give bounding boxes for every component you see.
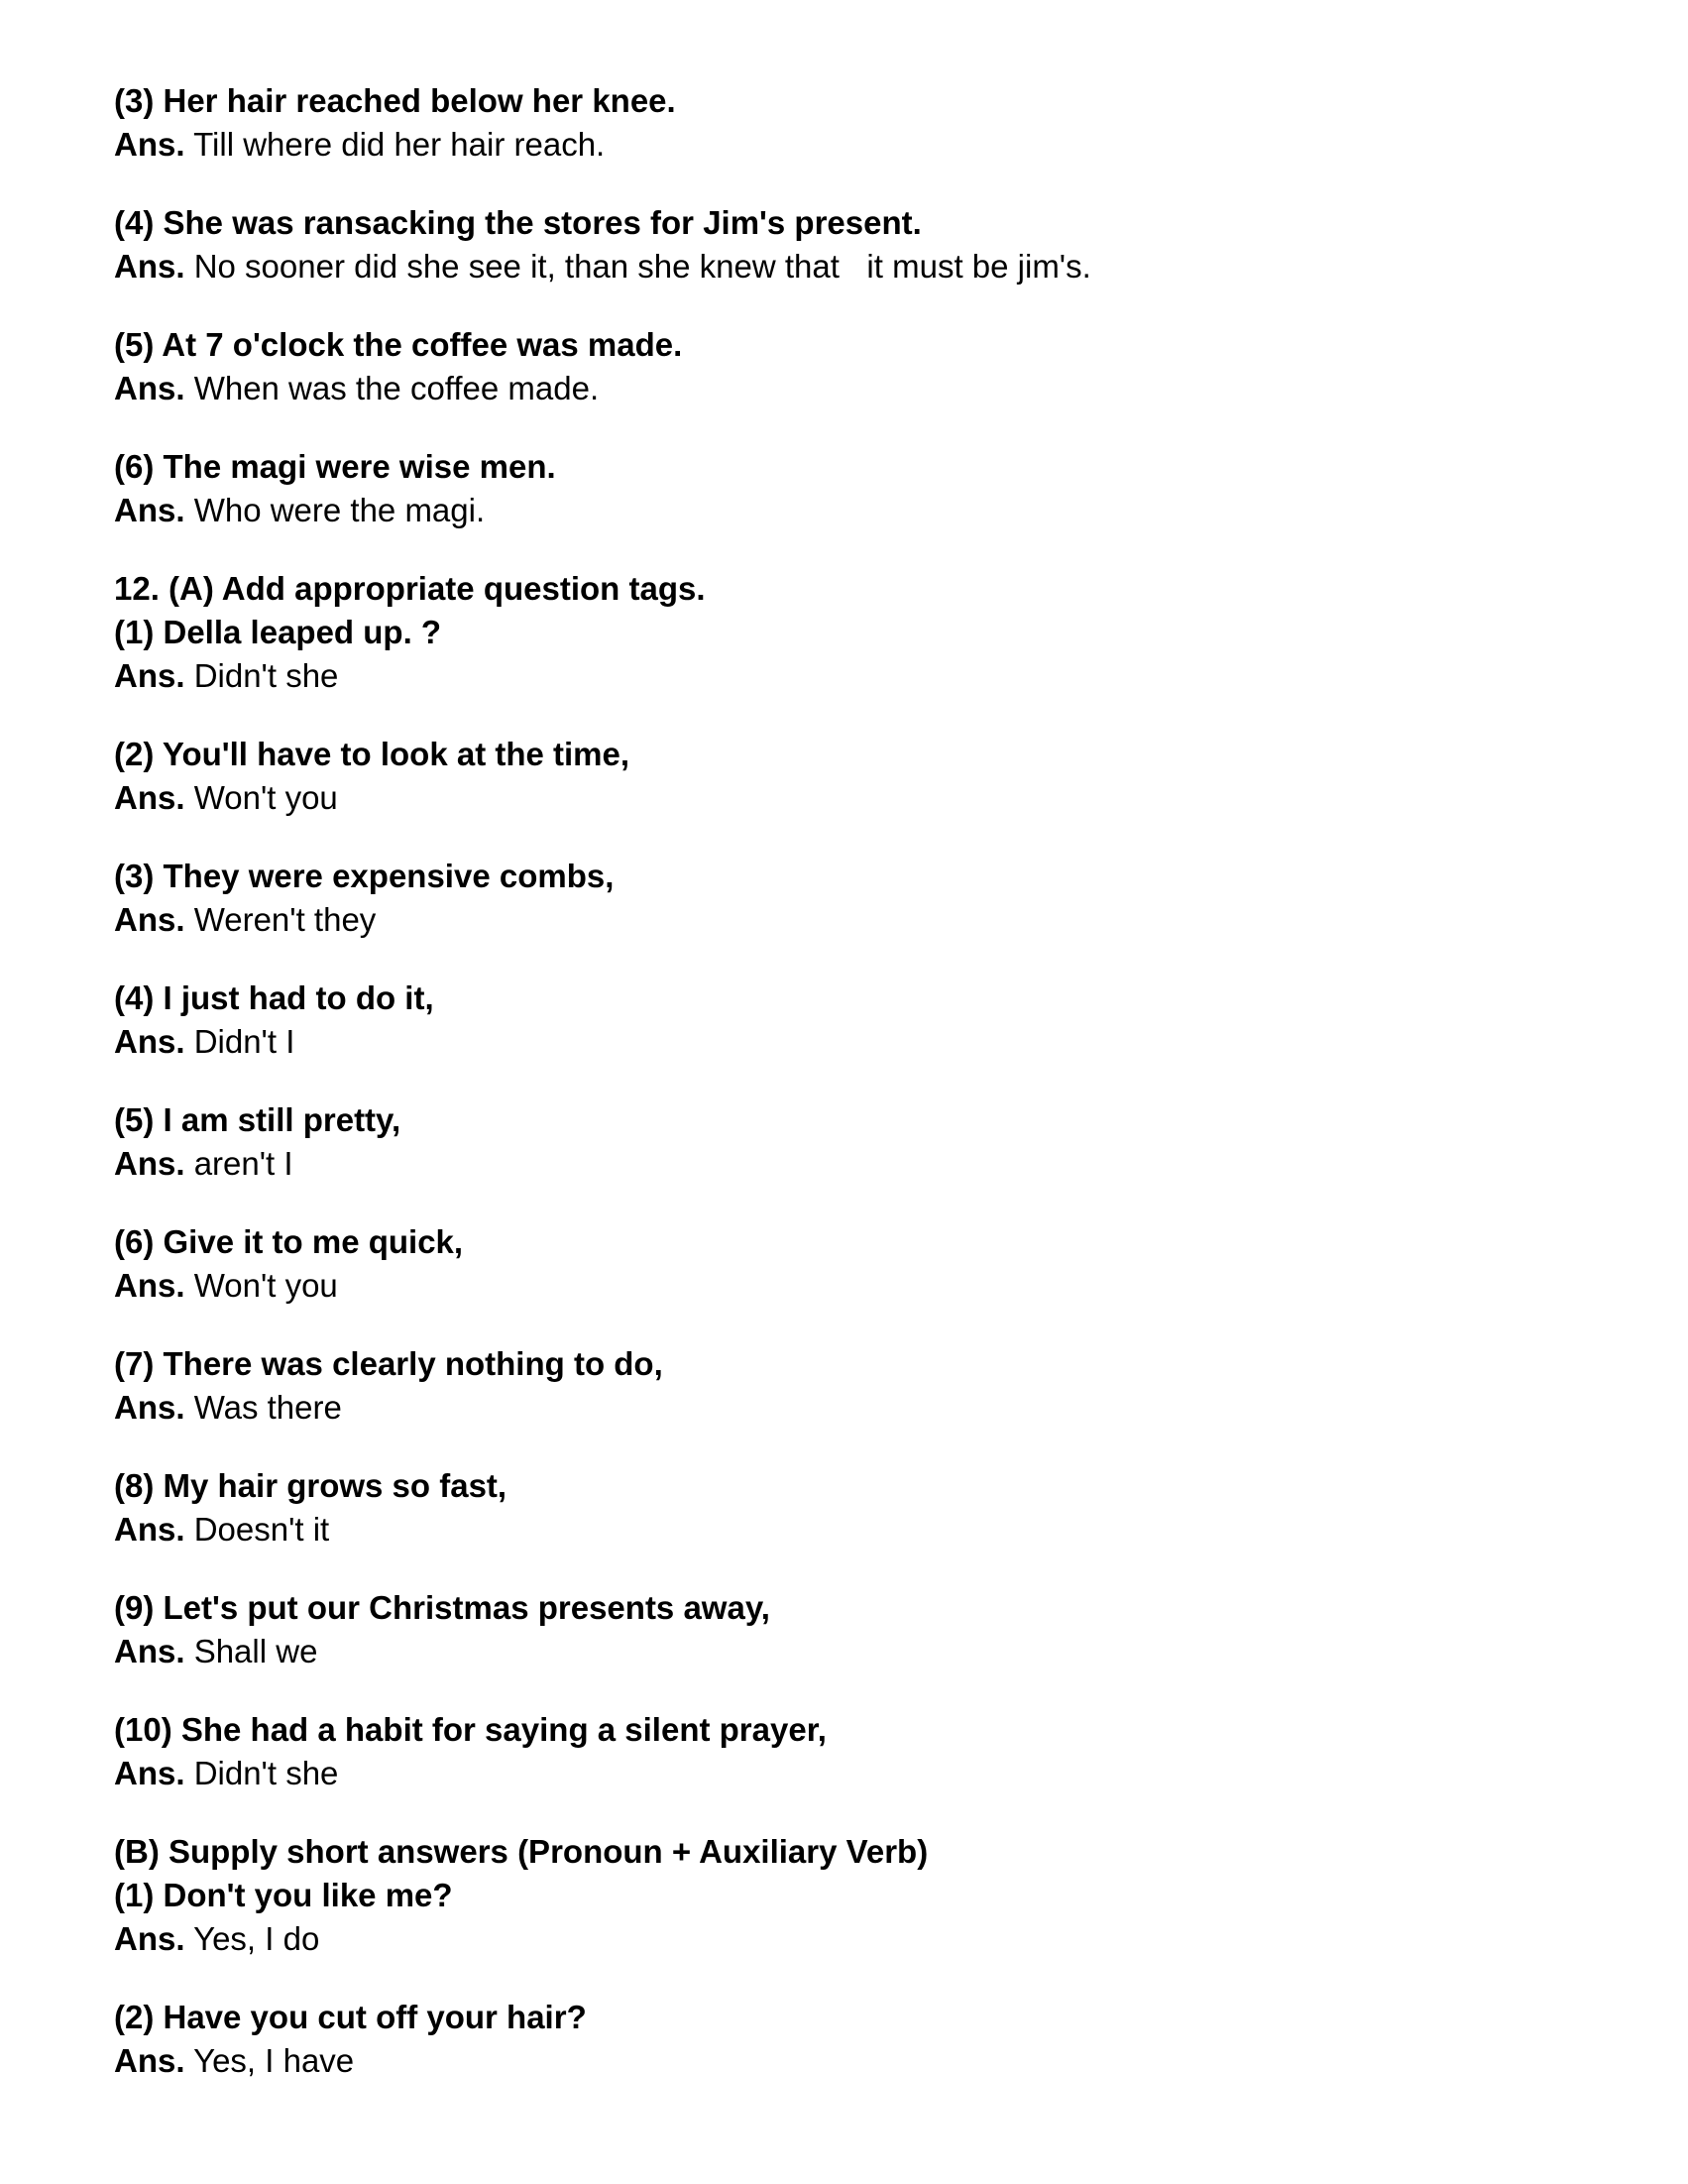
question-text: (7) There was clearly nothing to do, [114, 1345, 663, 1382]
question-block [114, 1586, 1581, 1673]
answer-line [114, 1020, 1581, 1064]
answer-label: Ans. [114, 901, 185, 938]
answer-line [114, 367, 1581, 410]
question-block [114, 567, 1581, 698]
answer-text: Didn't I [193, 1023, 295, 1060]
answer-label: Ans. [114, 1633, 185, 1669]
answer-line [114, 1264, 1581, 1308]
question-text: (5) I am still pretty, [114, 1101, 401, 1138]
answer-text: Won't you [193, 1267, 338, 1304]
question-block [114, 1342, 1581, 1430]
question-block [114, 733, 1581, 820]
answer-line [114, 245, 1581, 288]
answer-text: No sooner did she see it, than she knew that it must be jim's. [193, 248, 1091, 285]
answer-text: Who were the magi. [193, 492, 486, 528]
answer-line [114, 123, 1581, 167]
answer-label: Ans. [114, 1755, 185, 1791]
answer-line [114, 898, 1581, 942]
answer-label: Ans. [114, 1920, 185, 1957]
answer-label: Ans. [114, 1389, 185, 1426]
question-block [114, 445, 1581, 532]
question-text: (6) The magi were wise men. [114, 448, 556, 485]
answer-label: Ans. [114, 1145, 185, 1182]
answer-text: Weren't they [193, 901, 377, 938]
answer-text: Didn't she [193, 1755, 339, 1791]
answer-label: Ans. [114, 1267, 185, 1304]
question-text: (4) She was ransacking the stores for Jim's present. [114, 204, 922, 241]
answer-label: Ans. [114, 1511, 185, 1548]
answer-line [114, 776, 1581, 820]
question-text: (9) Let's put our Christmas presents away, [114, 1589, 770, 1626]
section-heading: 12. (A) Add appropriate question tags. [114, 570, 706, 607]
question-block [114, 1830, 1581, 1961]
answer-text: Yes, I do [193, 1920, 320, 1957]
question-text: (5) At 7 o'clock the coffee was made. [114, 326, 683, 363]
question-block [114, 201, 1581, 288]
question-block [114, 323, 1581, 410]
question-text: (3) Her hair reached below her knee. [114, 82, 676, 119]
answer-label: Ans. [114, 492, 185, 528]
answer-text: Was there [193, 1389, 342, 1426]
question-block [114, 977, 1581, 1064]
question-text: (10) She had a habit for saying a silent prayer, [114, 1711, 827, 1748]
answer-label: Ans. [114, 126, 185, 163]
answer-label: Ans. [114, 657, 185, 694]
question-block [114, 1996, 1581, 2083]
question-block [114, 1098, 1581, 1186]
answer-line [114, 1386, 1581, 1430]
answer-label: Ans. [114, 2042, 185, 2079]
answer-line [114, 489, 1581, 532]
answer-line [114, 1630, 1581, 1673]
question-text: (3) They were expensive combs, [114, 858, 615, 894]
question-block [114, 1464, 1581, 1552]
answer-line [114, 654, 1581, 698]
answer-text: aren't I [193, 1145, 293, 1182]
answer-line [114, 1142, 1581, 1186]
question-text: (2) You'll have to look at the time, [114, 736, 630, 772]
question-text: (2) Have you cut off your hair? [114, 1999, 587, 2035]
answer-line [114, 1917, 1581, 1961]
answer-label: Ans. [114, 1023, 185, 1060]
answer-line [114, 2039, 1581, 2083]
document-page [114, 79, 1581, 2083]
answer-text: Shall we [193, 1633, 318, 1669]
answer-label: Ans. [114, 779, 185, 816]
answer-text: Won't you [193, 779, 338, 816]
question-text: (4) I just had to do it, [114, 979, 434, 1016]
answer-text: When was the coffee made. [193, 370, 600, 406]
answer-label: Ans. [114, 248, 185, 285]
question-text: (6) Give it to me quick, [114, 1223, 464, 1260]
question-block [114, 855, 1581, 942]
question-block [114, 79, 1581, 167]
question-text: (8) My hair grows so fast, [114, 1467, 507, 1504]
question-text: (1) Don't you like me? [114, 1877, 453, 1913]
answer-text: Doesn't it [193, 1511, 330, 1548]
answer-line [114, 1508, 1581, 1552]
answer-text: Didn't she [193, 657, 339, 694]
answer-line [114, 1752, 1581, 1795]
question-block [114, 1708, 1581, 1795]
answer-text: Till where did her hair reach. [193, 126, 606, 163]
answer-label: Ans. [114, 370, 185, 406]
section-heading: (B) Supply short answers (Pronoun + Auxiliary Verb) [114, 1833, 929, 1870]
answer-text: Yes, I have [193, 2042, 355, 2079]
question-block [114, 1220, 1581, 1308]
question-text: (1) Della leaped up. ? [114, 614, 442, 650]
